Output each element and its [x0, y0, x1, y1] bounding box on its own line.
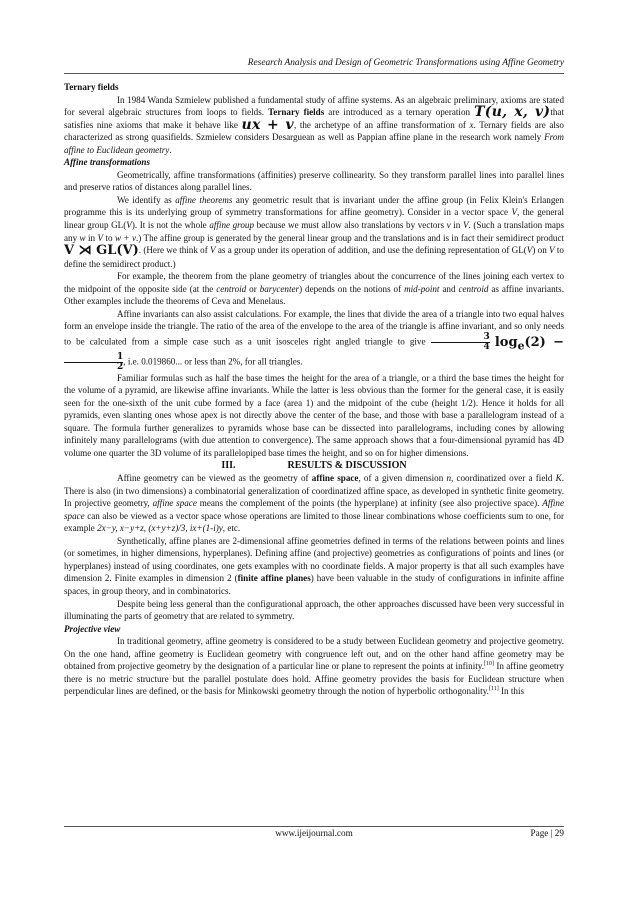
paragraph-results-2 — [64, 535, 564, 598]
italic-term: barycenter — [259, 283, 300, 294]
heading-projective-view: Projective view — [64, 623, 121, 634]
formula-log — [494, 334, 564, 353]
text: ). It is not the whole — [131, 220, 207, 231]
paragraph-ternary-fields — [64, 94, 564, 157]
italic-term: affine space — [152, 498, 197, 509]
heading-ternary-fields: Ternary fields — [64, 82, 119, 92]
text: In affine geometry there is no metric structure but the parallel postulate does hold. Affine geometry provides the basis for Euclidean structure when perpendicular lines are defined, or the basis for Minkowski geometry through the notion of hyperbolic orthogonality. — [64, 661, 564, 697]
text: In this — [501, 686, 525, 697]
text: . There is also (in two dimensions) a combinatorial generalization of coordinatized affine space, as developed in synthetic finite geometry. In projective geometry, — [64, 473, 564, 509]
text: to — [105, 232, 113, 243]
header-divider — [64, 73, 564, 74]
article-body — [64, 81, 564, 698]
italic-term: Affine space — [64, 498, 564, 521]
formula-ternary-operation: T(u, x, v) — [474, 104, 551, 121]
var: V — [511, 207, 518, 218]
var: V — [126, 220, 132, 231]
paragraph-results-1 — [64, 472, 564, 535]
text: . — [169, 144, 172, 155]
text: in — [453, 220, 461, 231]
text: We identify as — [117, 194, 172, 205]
text: can also be viewed as a vector space whose operations are limited to those linear combinations whose coefficients sum to one, for example — [64, 510, 564, 534]
text: ) on — [532, 245, 547, 256]
var: K — [555, 473, 562, 484]
italic-title: From affine to Euclidean geometry — [64, 132, 564, 155]
italic-term: mid-point — [404, 283, 440, 294]
denominator: 2 — [64, 362, 123, 372]
var: V — [549, 245, 555, 256]
italic-term: centroid — [216, 283, 247, 294]
bold-term: finite affine planes — [237, 573, 311, 584]
italic-term: affine theorems — [175, 194, 233, 205]
log-symbol: log — [494, 334, 518, 350]
heading-affine-transformations: Affine transformations — [64, 157, 150, 168]
log-argument: (2) − — [524, 334, 564, 350]
paragraph-results-3: Despite being less general than the configurational approach, the other approaches discussed have been very successful in illuminating the parts of geometry that are related to symmetry. — [64, 598, 564, 622]
paragraph-affine-5: Familiar formulas such as half the base times the height for the area of a triangle, or a third the base times the height for the volume of a pyramid, are likewise affine invariants. While the latter is less obvious than the former for the general case, it is easily seen for the one-sixth of the unit cube formed by a face (area 1) and the midpoint of the cube (height 1/2). Hence it holds for all pyramids, even slanting ones whose apex is not directly above the center of the base, and those with base a parallelogram instead of a square. The formula further generalizes to pyramids whose base can be dissected into parallelograms, including cones by allowing infinitely many parallelograms (with due attention to convergence). The same approach shows that a four-dimensional pyramid has 4D volume one quarter the 3D volume of its parallelopiped base times the height, and so on for higher dimensions. — [64, 372, 564, 458]
text: because we must allow also translations by vectors — [256, 220, 445, 231]
section-title: RESULTS & DISCUSSION — [287, 459, 407, 471]
text: as a group under its operation of addition, and use the defining representation of GL( — [217, 245, 527, 256]
running-header: Research Analysis and Design of Geometric Transformations using Affine Geometry — [247, 58, 564, 68]
formula-ux-plus-v: ux + v — [241, 116, 294, 133]
footer-url[interactable]: www.ijeijournal.com — [275, 828, 353, 838]
text: . (Such a translation maps any — [64, 220, 565, 243]
text: to define the semidirect product.) — [64, 245, 564, 269]
var: x — [469, 119, 474, 130]
text: are introduced as a ternary operation — [328, 107, 471, 118]
text: as affine invariants. Other examples include the theorems of Ceva and Menelaus. — [64, 283, 564, 307]
bold-term: Ternary fields — [268, 107, 325, 118]
fraction-three-quarters — [431, 333, 490, 352]
var: V — [526, 245, 533, 256]
footer-divider — [64, 826, 564, 827]
fraction-one-half — [64, 353, 123, 372]
var: v — [446, 220, 451, 231]
paragraph-affine-2 — [64, 194, 564, 270]
citation-11: [11] — [488, 686, 499, 693]
text: For example, the theorem from the plane geometry of triangles about the concurrence of the lines joining each vertex to the midpoint of the opposite side (at the — [64, 271, 564, 294]
denominator: 4 — [431, 342, 490, 352]
text: , coordinatized over a field — [451, 473, 553, 484]
text: Affine invariants can also assist calculations. For example, the lines that divide the area of a triangle into two equal halves form an envelope inside the triangle. The ratio of the area of the envelope to the area of the triangle is affine invariant, and so only needs to be calculated from a simple case such as a unit isosceles right angled triangle to give — [64, 308, 564, 347]
text: . Ternary fields are also characterized as strong quasifields. Szmielew considers Desarguean as well as Pappian affine plane in the research work namely — [64, 119, 564, 143]
examples: 2x−y, x−y+z, (x+y+z)/3, ix+(1-i)y — [97, 523, 223, 534]
citation-10: [10] — [484, 661, 495, 668]
italic-term: centroid — [458, 283, 489, 294]
page-number: Page | 29 — [530, 828, 564, 838]
paragraph-affine-1: Geometrically, affine transformations (affinities) preserve collinearity. So they transform parallel lines into parallel lines and preserve ratios of distances along parallel lines. — [64, 169, 564, 193]
text: , the archetype of an affine transformation of — [293, 119, 466, 130]
text: any geometric result that is invariant under the affine group (in Felix Klein's Erlangen programme this is its underlying group of symmetry transformations for affine geometry). Consider in a vector space — [64, 194, 564, 218]
var: V — [97, 232, 104, 243]
text: or — [249, 283, 257, 294]
numerator: 1 — [117, 351, 124, 362]
text: , the general linear group GL( — [64, 207, 565, 231]
var: n — [446, 473, 451, 484]
formula-semidirect-product: V ⋊ GL(V) — [64, 243, 139, 259]
text: In 1984 Wanda Szmielew published a fundamental study of affine systems. As an algebraic preliminary, axioms are stated for several algebraic structures from loops to fields. — [64, 94, 564, 118]
section-heading-results — [64, 460, 564, 473]
text: , i.e. 0.019860... or less than 2%, for all triangles. — [123, 356, 303, 367]
text: that satisfies nine axioms that make it behave like — [64, 107, 564, 130]
text: ) have been valuable in the study of configurations in infinite affine spaces, in group theory, and in combinatorics. — [64, 573, 564, 596]
numerator: 3 — [483, 331, 490, 342]
var: w — [79, 232, 86, 243]
italic-term: affine group — [209, 220, 255, 231]
text: In traditional geometry, affine geometry is considered to be a study between Euclidean geometry and projective geometry. On the one hand, affine geometry is Euclidean geometry with congruence left out, and on the other hand affine geometry may be obtained from projective geometry by the designation of a particular line or plane to represent the points at infinity. — [64, 636, 564, 672]
text: and — [442, 283, 456, 294]
var: w + v — [114, 232, 136, 243]
paragraph-projective-1 — [64, 635, 564, 698]
text: ) depends on the notions of — [299, 283, 402, 294]
var: V — [462, 220, 469, 231]
var: V — [210, 245, 216, 256]
text: Affine geometry can be viewed as the geometry of — [117, 473, 309, 484]
log-base: e — [517, 339, 525, 353]
text: . (Here we think of — [138, 245, 208, 256]
paragraph-affine-3 — [64, 270, 564, 308]
text: , of a given dimension — [358, 473, 444, 484]
text: means the complement of the points (the hyperplane) at infinity (see also projective space). — [199, 498, 540, 509]
section-number: III. — [221, 459, 236, 471]
text: in — [88, 232, 96, 243]
bold-term: affine space — [311, 473, 359, 484]
text: .) The affine group is generated by the general linear group and the translations and is in fact their semidirect product — [136, 232, 565, 243]
text: , etc. — [222, 523, 241, 534]
paragraph-affine-4 — [64, 308, 564, 372]
text: Synthetically, affine planes are 2-dimensional affine geometries defined in terms of the relations between points and lines (or sometimes, in higher dimensions, hyperplanes). Defining affine (and projective) geometries as configurations of points and lines (or hyperplanes) instead of using coordinates, one gets examples with no coordinate fields. A major property is that all such examples have dimension 2. Finite examples in dimension 2 ( — [64, 535, 564, 584]
